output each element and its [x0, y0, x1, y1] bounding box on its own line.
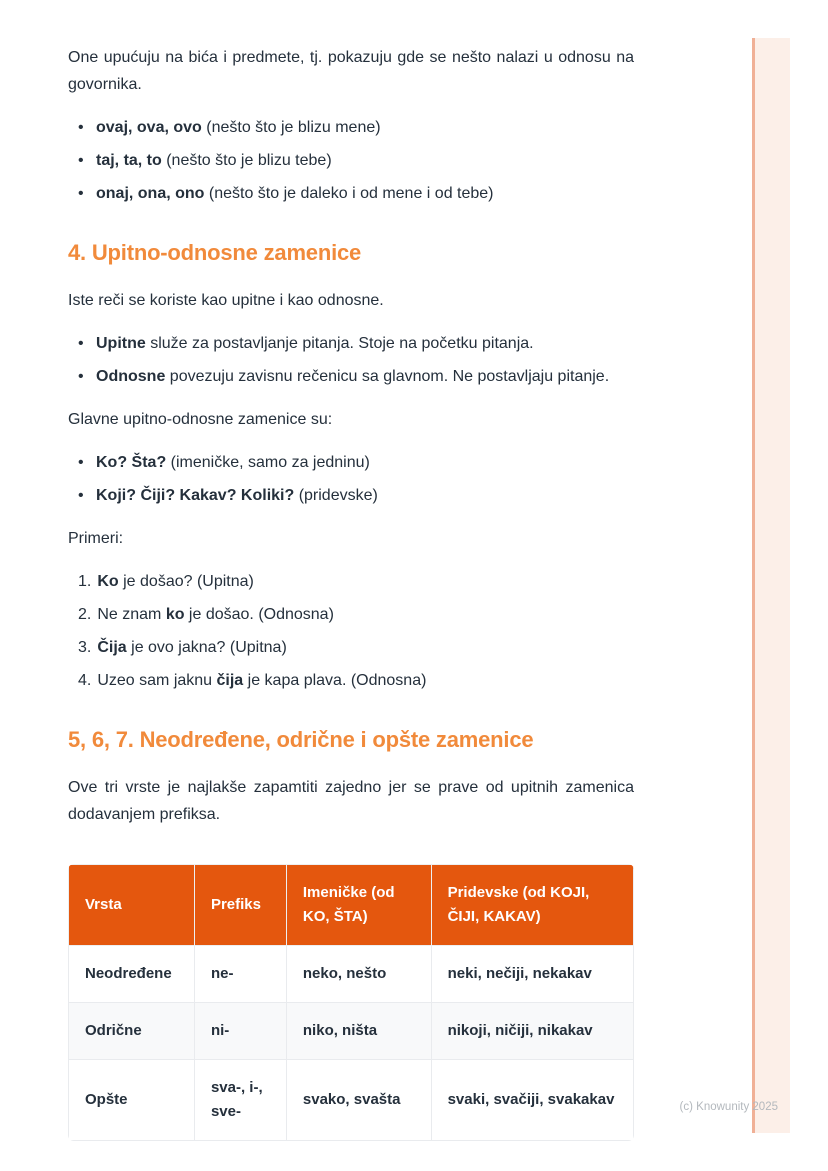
table-cell: svako, svašta: [286, 1060, 431, 1141]
text-run: (nešto što je daleko i od mene i od tebe): [204, 185, 494, 202]
section-heading-567: 5, 6, 7. Neodređene, odrične i opšte zamenice: [68, 727, 534, 752]
pronoun-prefix-table-wrapper: [68, 864, 634, 1141]
text-run: ko: [165, 606, 185, 623]
list-item: [68, 482, 634, 509]
text-run: (nešto što je blizu mene): [201, 119, 381, 136]
section567-intro: Ove tri vrste je najlakše zapamtiti zajedno jer se prave od upitnih zamenica dodavanjem prefiksa.: [68, 779, 634, 823]
example-item: [68, 568, 634, 595]
text-run: taj, ta, to: [96, 152, 162, 169]
intro-paragraph: One upućuju na bića i predmete, tj. pokazuju gde se nešto nalazi u odnosu na govornika.: [68, 49, 634, 93]
text-run: Uzeo sam jaknu: [97, 672, 217, 689]
table-row: [69, 946, 634, 1003]
section4-intro: Iste reči se koriste kao upitne i kao odnosne.: [68, 292, 384, 309]
text-run: Čija: [97, 639, 127, 656]
item-number: 3.: [78, 639, 92, 656]
text-run: Upitne: [96, 335, 146, 352]
table-cell: svaki, svačiji, svakakav: [431, 1060, 633, 1141]
table-cell: neko, nešto: [286, 946, 431, 1003]
document-content: [68, 44, 634, 1141]
table-cell: Opšte: [69, 1060, 195, 1141]
list-item: [68, 114, 634, 141]
examples-label: Primeri:: [68, 530, 124, 547]
copyright-footer: (c) Knowunity 2025: [679, 1101, 778, 1113]
text-run: Odnosne: [96, 368, 166, 385]
text-run: je došao. (Odnosna): [184, 606, 334, 623]
main-pronouns-list: [68, 449, 634, 509]
text-run: Koji? Čiji? Kakav? Koliki?: [96, 487, 295, 504]
text-run: povezuju zavisnu rečenicu sa glavnom. Ne postavljaju pitanje.: [165, 368, 610, 385]
table-cell: sva-, i-, sve-: [194, 1060, 286, 1141]
example-item: [68, 667, 634, 694]
text-run: ovaj, ova, ovo: [96, 119, 202, 136]
table-row: [69, 1060, 634, 1141]
text-run: čija: [216, 672, 244, 689]
table-cell: Odrične: [69, 1003, 195, 1060]
section4-lead: Glavne upitno-odnosne zamenice su:: [68, 411, 333, 428]
column-header: Imeničke (od KO, ŠTA): [286, 865, 431, 946]
upitne-odnosne-list: [68, 330, 634, 390]
text-run: služe za postavljanje pitanja. Stoje na početku pitanja.: [145, 335, 534, 352]
text-run: je došao? (Upitna): [118, 573, 254, 590]
text-run: (nešto što je blizu tebe): [161, 152, 332, 169]
demonstrative-pronoun-list: [68, 114, 634, 207]
text-run: Ne znam: [97, 606, 166, 623]
table-cell: neki, nečiji, nekakav: [431, 946, 633, 1003]
text-run: je ovo jakna? (Upitna): [126, 639, 287, 656]
text-run: (pridevske): [294, 487, 378, 504]
column-header: Vrsta: [69, 865, 195, 946]
item-number: 4.: [78, 672, 92, 689]
item-number: 2.: [78, 606, 92, 623]
list-item: [68, 449, 634, 476]
text-run: je kapa plava. (Odnosna): [243, 672, 427, 689]
pronoun-prefix-table: [68, 864, 634, 1141]
item-number: 1.: [78, 573, 92, 590]
section-heading-4: 4. Upitno-odnosne zamenice: [68, 240, 362, 265]
table-cell: niko, ništa: [286, 1003, 431, 1060]
table-header-row: [69, 865, 634, 946]
list-item: [68, 180, 634, 207]
text-run: Ko: [97, 573, 119, 590]
list-item: [68, 363, 634, 390]
table-cell: nikoji, ničiji, nikakav: [431, 1003, 633, 1060]
example-item: [68, 634, 634, 661]
table-cell: ni-: [194, 1003, 286, 1060]
text-run: (imeničke, samo za jedninu): [166, 454, 370, 471]
list-item: [68, 330, 634, 357]
table-cell: Neodređene: [69, 946, 195, 1003]
examples-list: [68, 568, 634, 694]
text-run: Ko? Šta?: [96, 454, 167, 471]
column-header: Pridevske (od KOJI, ČIJI, KAKAV): [431, 865, 633, 946]
decorative-side-stripe: [752, 38, 790, 1133]
text-run: onaj, ona, ono: [96, 185, 205, 202]
table-row: [69, 1003, 634, 1060]
example-item: [68, 601, 634, 628]
column-header: Prefiks: [194, 865, 286, 946]
list-item: [68, 147, 634, 174]
table-cell: ne-: [194, 946, 286, 1003]
